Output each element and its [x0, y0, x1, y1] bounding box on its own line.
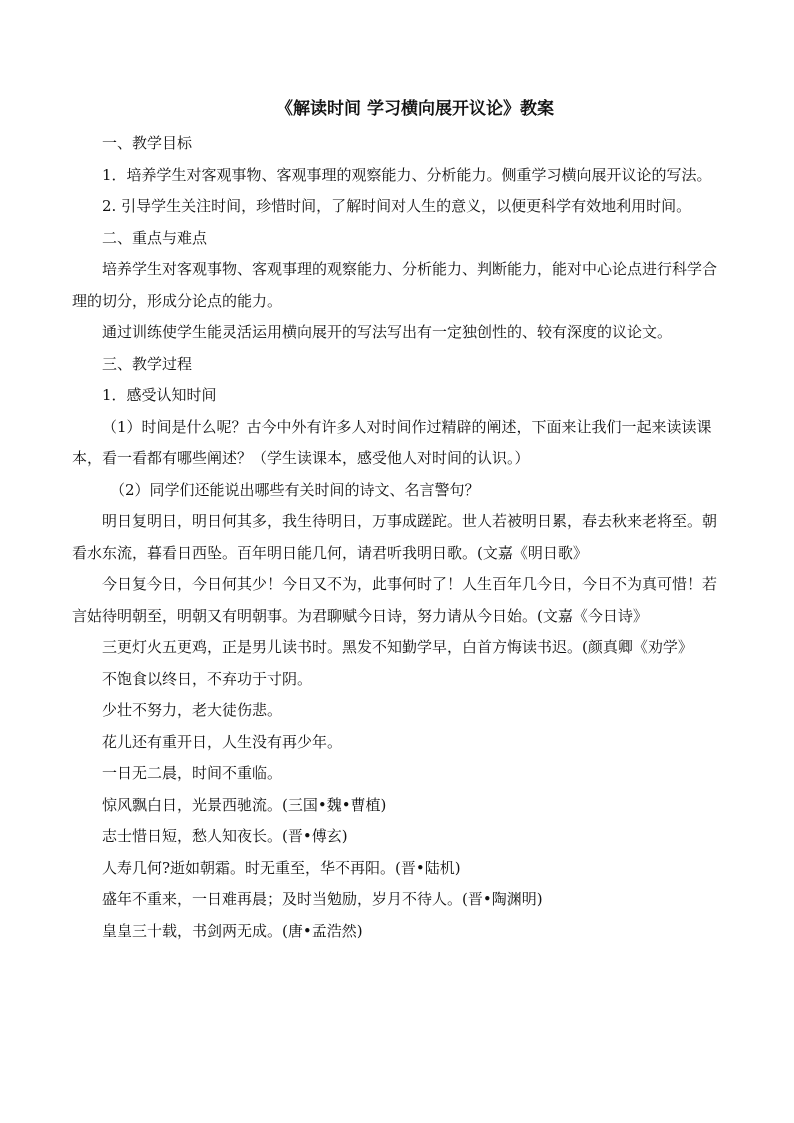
poem-quan-xue: 三更灯火五更鸡，正是男儿读书时。黑发不知勤学早，白首方悔读书迟。(颜真卿《劝学》: [102, 638, 693, 656]
section-heading-objectives: 一、教学目标: [102, 134, 193, 152]
quote-line: 人寿几何?逝如朝霜。时无重至，华不再阳。(晋•陆机): [102, 858, 461, 877]
quote-line: 惊风飘白日，光景西驰流。(三国•魏•曹植): [102, 795, 387, 814]
objective-2: 2. 引导学生关注时间，珍惜时间，了解时间对人生的意义，以便更科学有效地利用时间。: [102, 197, 692, 215]
quote-line: 盛年不重来，一日难再晨；及时当勉励，岁月不待人。(晋•陶渊明): [102, 890, 543, 908]
objective-1: 1．培养学生对客观事物、客观事理的观察能力、分析能力。侧重学习横向展开议论的写法。: [102, 165, 712, 184]
section-heading-key-points: 二、重点与难点: [102, 228, 208, 247]
process-question-2: （2）同学们还能说出哪些有关时间的诗文、名言警句？: [110, 480, 480, 499]
quote-line: 一日无二晨，时间不重临。: [102, 764, 283, 782]
quote-line: 皇皇三十载，书剑两无成。(唐•孟浩然): [102, 921, 363, 940]
process-step-1: 1．感受认知时间: [102, 386, 217, 404]
document-page: [72, 96, 722, 947]
quote-line: 少壮不努力，老大徒伤悲。: [102, 701, 283, 719]
quote-line: 不饱食以终日，不弃功于寸阴。: [102, 669, 313, 688]
quote-line: 花儿还有重开日，人生没有再少年。: [102, 732, 343, 751]
document-title: 《解读时间 学习横向展开议论》教案: [276, 99, 554, 119]
process-question-1: （1）时间是什么呢？古今中外有许多人对时间作过精辟的阐述，下面来让我们一起来读读课本，看一看都有哪些阐述？（学生读课本，感受他人对时间的认识。）: [72, 417, 712, 467]
poem-jinri-shi: 今日复今日，今日何其少！今日又不为，此事何时了！人生百年几今日，今日不为真可惜！若言姑待明朝至，明朝又有明朝事。为君聊赋今日诗，努力请从今日始。(文嘉《今日诗》: [72, 575, 718, 625]
poem-mingri-ge: 明日复明日，明日何其多，我生待明日，万事成蹉跎。世人若被明日累，春去秋来老将至。朝看水东流，暮看日西坠。百年明日能几何，请君听我明日歌。(文嘉《明日歌》: [72, 512, 718, 562]
section-heading-process: 三、教学过程: [102, 354, 193, 373]
key-point-2: 通过训练使学生能灵活运用横向展开的写法写出有一定独创性的、较有深度的议论文。: [102, 323, 673, 341]
quote-line: 志士惜日短，愁人知夜长。(晋•傅玄): [102, 827, 348, 845]
key-point-1: 培养学生对客观事物、客观事理的观察能力、分析能力、判断能力，能对中心论点进行科学合理的切分，形成分论点的能力。: [72, 260, 718, 310]
